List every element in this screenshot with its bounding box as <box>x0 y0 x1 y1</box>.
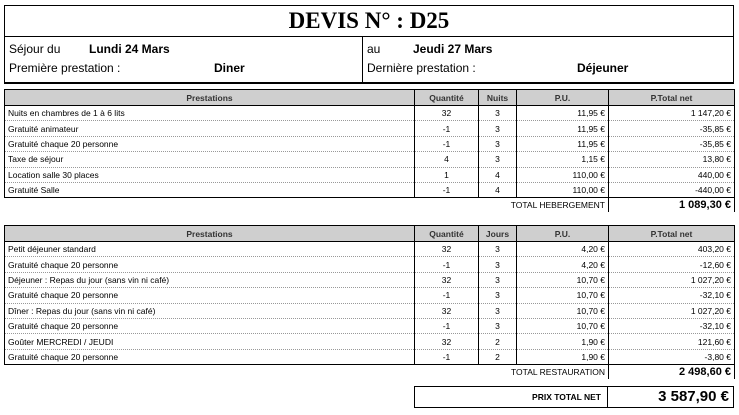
row-label: Gratuité chaque 20 personne <box>5 318 415 333</box>
table-row <box>5 167 735 182</box>
row-qty: 4 <box>415 152 479 167</box>
table-row <box>5 349 735 364</box>
table-row <box>5 288 735 303</box>
row-qty: 32 <box>415 303 479 318</box>
row-pu: 1,90 € <box>517 334 609 349</box>
table-row <box>5 106 735 121</box>
row-label: Nuits en chambres de 1 à 6 lits <box>5 106 415 121</box>
row-label: Gratuité chaque 20 personne <box>5 349 415 364</box>
quote-header <box>4 5 734 84</box>
col-total: P.Total net <box>609 226 735 242</box>
table-row <box>5 257 735 272</box>
table-row <box>5 303 735 318</box>
row-label: Gratuité chaque 20 personne <box>5 257 415 272</box>
row-total: -440,00 € <box>609 182 735 197</box>
row-qty: 32 <box>415 242 479 257</box>
grand-total-value: 3 587,90 € <box>658 388 729 405</box>
row-pu: 4,20 € <box>517 242 609 257</box>
row-qty: 32 <box>415 272 479 287</box>
hebergement-total-row <box>5 198 735 213</box>
row-qty: -1 <box>415 288 479 303</box>
hebergement-table <box>4 89 735 212</box>
row-count: 3 <box>479 152 517 167</box>
table-row <box>5 242 735 257</box>
stay-info <box>5 37 733 83</box>
row-qty: -1 <box>415 257 479 272</box>
row-count: 3 <box>479 121 517 136</box>
restauration-total-label: TOTAL RESTAURATION <box>5 365 609 380</box>
table-row <box>5 334 735 349</box>
table-row <box>5 272 735 287</box>
row-total: 121,60 € <box>609 334 735 349</box>
row-label: Dîner : Repas du jour (sans vin ni café) <box>5 303 415 318</box>
row-count: 3 <box>479 242 517 257</box>
col-prestations: Prestations <box>5 90 415 106</box>
row-qty: 1 <box>415 167 479 182</box>
col-pu: P.U. <box>517 226 609 242</box>
grand-total-label: PRIX TOTAL NET <box>415 387 608 407</box>
row-label: Goûter MERCREDI / JEUDI <box>5 334 415 349</box>
row-total: -35,85 € <box>609 136 735 151</box>
row-pu: 11,95 € <box>517 136 609 151</box>
row-count: 3 <box>479 106 517 121</box>
row-qty: -1 <box>415 121 479 136</box>
stay-start-block <box>5 37 363 82</box>
quote-title: DEVIS N° : D25 <box>5 6 733 37</box>
col-jours: Jours <box>479 226 517 242</box>
row-total: 1 147,20 € <box>609 106 735 121</box>
row-total: 1 027,20 € <box>609 303 735 318</box>
row-qty: 32 <box>415 334 479 349</box>
row-qty: -1 <box>415 349 479 364</box>
row-total: -12,60 € <box>609 257 735 272</box>
row-label: Location salle 30 places <box>5 167 415 182</box>
sejour-value: Lundi 24 Mars <box>89 42 170 56</box>
row-total: 13,80 € <box>609 152 735 167</box>
sejour-label: Séjour du <box>9 42 61 56</box>
row-count: 3 <box>479 257 517 272</box>
col-prestations: Prestations <box>5 226 415 242</box>
table-row <box>5 152 735 167</box>
row-qty: -1 <box>415 182 479 197</box>
hebergement-header-row <box>5 90 735 106</box>
row-total: -35,85 € <box>609 121 735 136</box>
row-label: Gratuité animateur <box>5 121 415 136</box>
row-total: 440,00 € <box>609 167 735 182</box>
row-label: Gratuité Salle <box>5 182 415 197</box>
row-pu: 10,70 € <box>517 288 609 303</box>
row-label: Déjeuner : Repas du jour (sans vin ni café) <box>5 272 415 287</box>
au-value: Jeudi 27 Mars <box>413 42 493 56</box>
restauration-total-row <box>5 365 735 380</box>
col-pu: P.U. <box>517 90 609 106</box>
stay-end-block <box>363 37 733 82</box>
row-pu: 11,95 € <box>517 121 609 136</box>
row-count: 3 <box>479 136 517 151</box>
row-total: 1 027,20 € <box>609 272 735 287</box>
row-label: Gratuité chaque 20 personne <box>5 136 415 151</box>
row-pu: 4,20 € <box>517 257 609 272</box>
row-count: 4 <box>479 167 517 182</box>
row-pu: 1,90 € <box>517 349 609 364</box>
row-qty: 32 <box>415 106 479 121</box>
hebergement-total-value: 1 089,30 € <box>609 198 735 213</box>
premiere-prestation-value: Diner <box>214 61 245 75</box>
row-total: 403,20 € <box>609 242 735 257</box>
restauration-table <box>4 225 735 379</box>
row-count: 3 <box>479 303 517 318</box>
table-row <box>5 136 735 151</box>
row-pu: 110,00 € <box>517 167 609 182</box>
derniere-prestation-label: Dernière prestation : <box>367 61 476 75</box>
restauration-header-row <box>5 226 735 242</box>
row-count: 3 <box>479 272 517 287</box>
col-quantite: Quantité <box>415 90 479 106</box>
table-row <box>5 121 735 136</box>
row-label: Petit déjeuner standard <box>5 242 415 257</box>
col-quantite: Quantité <box>415 226 479 242</box>
row-total: -32,10 € <box>609 288 735 303</box>
au-label: au <box>367 42 381 56</box>
hebergement-total-label: TOTAL HEBERGEMENT <box>5 198 609 213</box>
row-count: 2 <box>479 349 517 364</box>
row-qty: -1 <box>415 136 479 151</box>
row-label: Taxe de séjour <box>5 152 415 167</box>
row-pu: 11,95 € <box>517 106 609 121</box>
table-row <box>5 318 735 333</box>
grand-total-box <box>414 386 734 408</box>
row-total: -3,80 € <box>609 349 735 364</box>
restauration-total-value: 2 498,60 € <box>609 365 735 380</box>
row-count: 4 <box>479 182 517 197</box>
row-count: 2 <box>479 334 517 349</box>
row-pu: 10,70 € <box>517 318 609 333</box>
row-pu: 10,70 € <box>517 272 609 287</box>
row-pu: 1,15 € <box>517 152 609 167</box>
derniere-prestation-value: Déjeuner <box>577 61 629 75</box>
table-row <box>5 182 735 197</box>
row-total: -32,10 € <box>609 318 735 333</box>
row-count: 3 <box>479 288 517 303</box>
row-pu: 110,00 € <box>517 182 609 197</box>
col-nuits: Nuits <box>479 90 517 106</box>
row-label: Gratuité chaque 20 personne <box>5 288 415 303</box>
row-pu: 10,70 € <box>517 303 609 318</box>
col-total: P.Total net <box>609 90 735 106</box>
row-count: 3 <box>479 318 517 333</box>
row-qty: -1 <box>415 318 479 333</box>
premiere-prestation-label: Première prestation : <box>9 61 121 75</box>
